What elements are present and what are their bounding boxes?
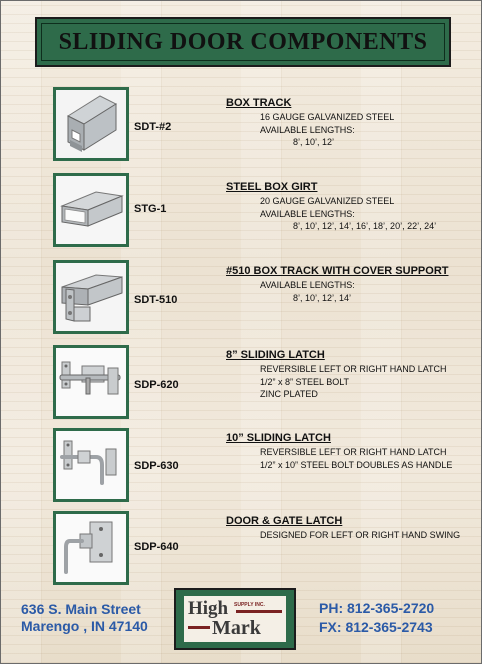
product-description: [226, 432, 452, 471]
product-code: SDP-640: [134, 541, 179, 553]
contact-block: [319, 599, 434, 637]
product-item: [1, 87, 481, 167]
product-detail: 1/2” x 8” STEEL BOLT: [260, 376, 350, 387]
sliding-latch-icon: [53, 345, 129, 419]
product-code: SDT-#2: [134, 121, 172, 133]
product-code: SDP-630: [134, 460, 179, 472]
address-block: [21, 601, 148, 635]
product-description: [226, 349, 447, 401]
product-detail: ZINC PLATED: [260, 389, 318, 399]
product-description: [226, 515, 460, 542]
fax-number: FX: 812-365-2743: [319, 619, 433, 635]
product-name: 8” SLIDING LATCH: [226, 349, 325, 361]
product-item: [1, 345, 481, 425]
product-description: [226, 181, 436, 233]
gate-latch-icon: [53, 511, 129, 585]
box-girt-icon: [53, 173, 129, 247]
product-name: DOOR & GATE LATCH: [226, 515, 343, 527]
product-detail: AVAILABLE LENGTHS:: [260, 208, 355, 219]
product-name: STEEL BOX GIRT: [226, 181, 318, 193]
title-banner: [35, 17, 451, 67]
logo-high-text: High: [188, 598, 229, 619]
phone-number: PH: 812-365-2720: [319, 600, 435, 616]
product-lengths: 8’, 10’, 12’, 14’: [293, 292, 352, 303]
logo-supply-text: SUPPLY INC.: [234, 602, 265, 608]
product-detail: AVAILABLE LENGTHS:: [260, 124, 355, 135]
logo-panel: [184, 596, 286, 642]
product-detail: 20 GAUGE GALVANIZED STEEL: [260, 196, 395, 206]
product-name: 10” SLIDING LATCH: [226, 432, 331, 444]
product-detail: AVAILABLE LENGTHS:: [260, 280, 355, 290]
product-name: #510 BOX TRACK WITH COVER SUPPORT: [226, 265, 449, 277]
product-name: BOX TRACK: [226, 97, 292, 109]
product-detail: REVERSIBLE LEFT OR RIGHT HAND LATCH: [260, 364, 447, 374]
logo-mark-text: Mark: [212, 617, 261, 639]
product-description: [226, 97, 394, 149]
product-detail: DESIGNED FOR LEFT OR RIGHT HAND SWING: [260, 530, 461, 540]
product-code: SDP-620: [134, 379, 179, 391]
product-detail: REVERSIBLE LEFT OR RIGHT HAND LATCH: [260, 447, 447, 457]
box-track-icon: [53, 87, 129, 161]
highmark-logo: [174, 588, 296, 650]
product-detail: 1/2” x 10” STEEL BOLT DOUBLES AS HANDLE: [260, 459, 453, 470]
product-item: [1, 260, 481, 340]
address-line-1: 636 S. Main Street: [21, 601, 141, 617]
product-code: SDT-510: [134, 294, 178, 306]
product-lengths: 8’, 10’, 12’, 14’, 16’, 18’, 20’, 22’, 24’: [293, 221, 437, 231]
track-cover-support-icon: [53, 260, 129, 334]
product-item: [1, 428, 481, 508]
product-item: [1, 173, 481, 253]
logo-bar: [236, 610, 282, 613]
product-code: STG-1: [134, 203, 167, 215]
sliding-latch-handle-icon: [53, 428, 129, 502]
product-lengths: 8’, 10’, 12’: [293, 137, 335, 147]
page-title: SLIDING DOOR COMPONENTS: [58, 28, 428, 55]
product-detail: 16 GAUGE GALVANIZED STEEL: [260, 112, 395, 122]
product-description: [226, 265, 448, 304]
product-item: [1, 511, 481, 591]
address-line-2: Marengo , IN 47140: [21, 618, 148, 634]
logo-bar: [188, 626, 210, 629]
